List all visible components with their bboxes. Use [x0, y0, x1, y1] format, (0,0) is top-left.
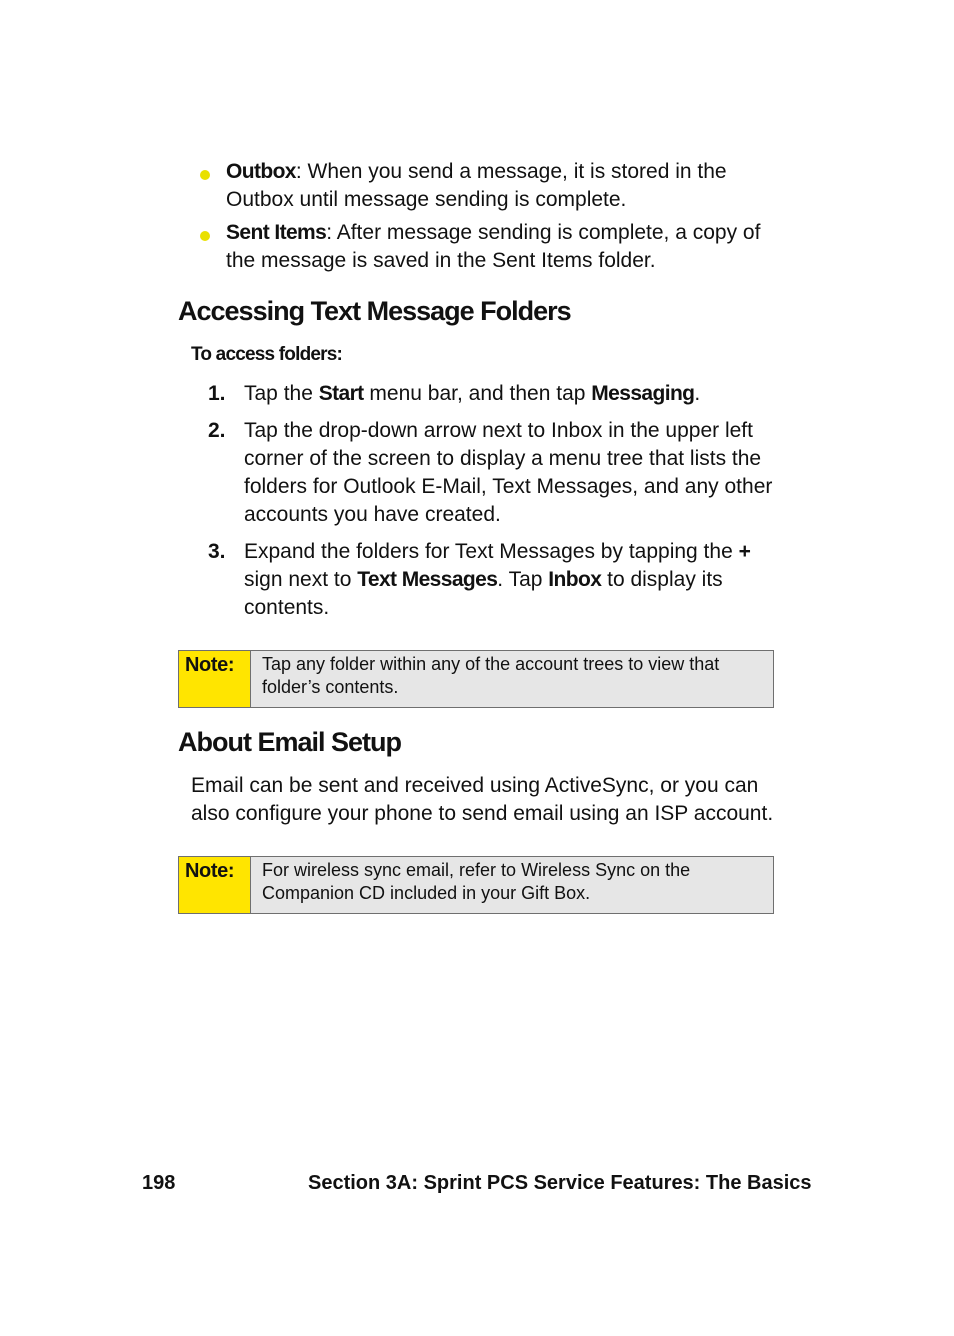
footer-section-title: Section 3A: Sprint PCS Service Features: The Basics: [308, 1172, 812, 1194]
bullet-text: : When you send a message, it is stored in the Outbox until message sending is complete.: [226, 160, 727, 211]
note-box-wireless-sync: [178, 856, 774, 914]
bullet-outbox: [196, 158, 786, 214]
step-number: 2.: [208, 419, 226, 442]
procedure-subheading: To access folders:: [191, 344, 343, 365]
bullet-sent-items: [196, 219, 786, 275]
step-text: sign next to: [244, 568, 358, 591]
step-term-plus: +: [738, 540, 751, 563]
step-3: [208, 538, 788, 622]
step-text: . Tap: [497, 568, 549, 591]
step-term-text-messages: Text Messages: [357, 568, 498, 591]
step-text: Tap the: [244, 382, 319, 405]
step-term-inbox: Inbox: [548, 568, 602, 591]
step-text: .: [694, 382, 701, 405]
step-text: Expand the folders for Text Messages by tapping the: [244, 540, 739, 563]
bullet-text: : After message sending is complete, a copy of the message is saved in the Sent Items folder.: [226, 221, 761, 272]
note-label: Note:: [179, 651, 251, 707]
step-text: Tap the drop-down arrow next to Inbox in the upper left corner of the screen to display a menu tree that lists the folders for Outlook E-Mail, Text Messages, and any other accounts you have created.: [244, 419, 773, 526]
note-box-folders: [178, 650, 774, 708]
note-text: Tap any folder within any of the account trees to view that folder’s contents.: [251, 651, 773, 707]
folder-bullet-list: [196, 158, 786, 280]
note-label: Note:: [179, 857, 251, 913]
bullet-dot-icon: [200, 170, 210, 180]
step-term-messaging: Messaging: [591, 382, 695, 405]
step-number: 3.: [208, 540, 226, 563]
step-number: 1.: [208, 382, 226, 405]
procedure-steps: [208, 380, 788, 631]
bullet-term: Outbox: [226, 160, 296, 183]
step-term-start: Start: [318, 382, 364, 405]
step-text: menu bar, and then tap: [363, 382, 592, 405]
email-setup-paragraph: Email can be sent and received using ActiveSync, or you can also configure your phone to send email using an ISP account.: [191, 774, 774, 825]
section-heading-accessing-folders: Accessing Text Message Folders: [178, 296, 571, 326]
bullet-term: Sent Items: [226, 221, 327, 244]
step-2: [208, 417, 788, 529]
note-text: For wireless sync email, refer to Wireless Sync on the Companion CD included in your Gift Box.: [251, 857, 773, 913]
page-number: 198: [142, 1172, 176, 1194]
bullet-dot-icon: [200, 231, 210, 241]
step-1: [208, 380, 788, 408]
section-heading-email-setup: About Email Setup: [178, 727, 402, 757]
step-text: to display its contents.: [244, 568, 723, 619]
